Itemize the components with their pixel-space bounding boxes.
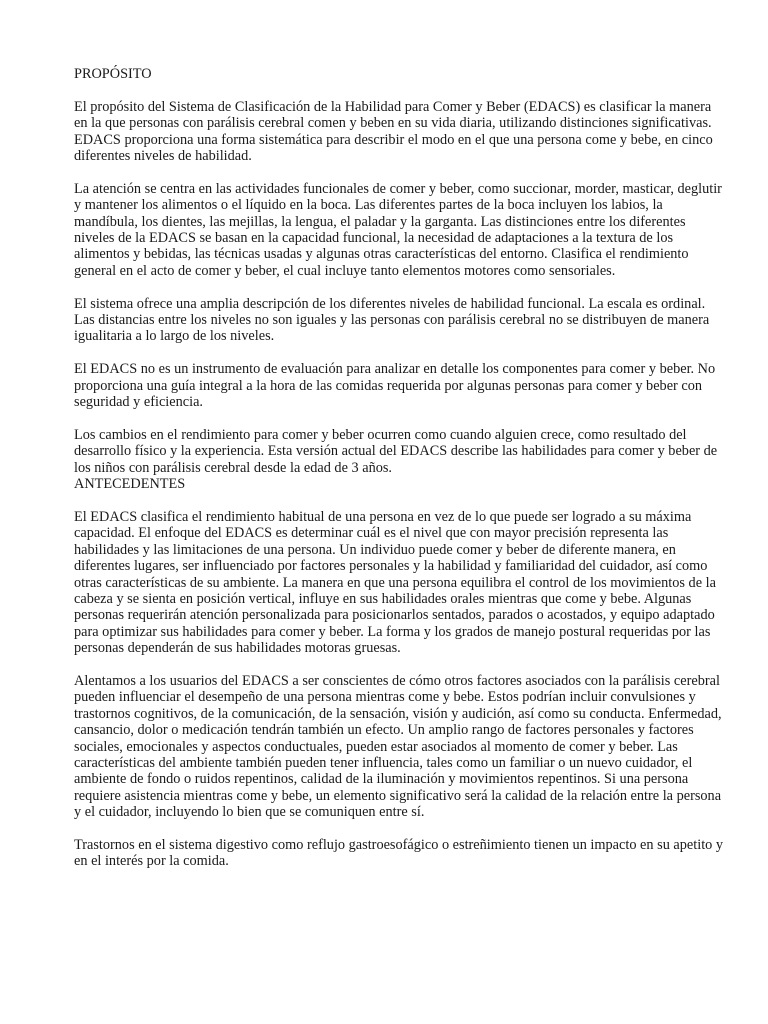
paragraph-proposito-5: Los cambios en el rendimiento para comer y beber ocurren como cuando alguien crece, como resultado del desarrollo físico y la experiencia. Esta versión actual del EDACS describe las habilidades para comer y beber de los niños con parálisis cerebral desde la edad de 3 años. bbox=[74, 426, 718, 476]
paragraph-gap bbox=[74, 345, 724, 361]
paragraph-antecedentes-3: Trastornos en el sistema digestivo como reflujo gastroesofágico o estreñimiento tienen un impacto en su apetito y en el interés por la comida. bbox=[74, 836, 724, 870]
paragraph-proposito-1: El propósito del Sistema de Clasificación de la Habilidad para Comer y Beber (EDACS) es clasificar la manera en la que personas con parálisis cerebral comen y beben en su vida diaria, utilizando distinciones significativas. EDACS proporciona una forma sistemática para describir el modo en el que una persona come y bebe, en cinco diferentes niveles de habilidad. bbox=[74, 98, 713, 165]
paragraph-gap bbox=[74, 410, 724, 426]
paragraph-proposito-3: El sistema ofrece una amplia descripción de los diferentes niveles de habilidad funcional. La escala es ordinal. Las distancias entre los niveles no son iguales y las personas con parálisis cerebral no se distribuyen de manera igualitaria a lo largo de los niveles. bbox=[74, 295, 710, 345]
paragraph-gap bbox=[74, 657, 724, 673]
paragraph-gap bbox=[74, 82, 724, 98]
paragraph-antecedentes-1: El EDACS clasifica el rendimiento habitual de una persona en vez de lo que puede ser logrado a su máxima capacidad. El enfoque del EDACS es determinar cuál es el nivel que con mayor precisión representa las habilidades y las limitaciones de una persona. Un individuo puede comer y beber de diferente manera, en diferentes lugares, ser influenciado por factores personales y la habilidad y familiaridad del cuidador, así como otras características de su ambiente. La manera en que una persona equilibra el control de los movimientos de la cabeza y se sienta en posición vertical, influye en sus habilidades orales mientras que come y bebe. Algunas personas requerirán atención personalizada para posicionarlos sentados, parados o acostados, y equipo adaptado para optimizar sus habilidades para comer y beber. La forma y los grados de manejo postural requeridas por las personas dependerán de sus habilidades motoras gruesas. bbox=[74, 508, 716, 657]
section-heading-proposito: PROPÓSITO bbox=[74, 66, 152, 82]
paragraph-gap bbox=[74, 492, 724, 508]
paragraph-gap bbox=[74, 279, 724, 295]
paragraph-proposito-2: La atención se centra en las actividades funcionales de comer y beber, como succionar, morder, masticar, deglutir y mantener los alimentos o el líquido en la boca. Las diferentes partes de la boca incluyen los labios, la mandíbula, los dientes, las mejillas, la lengua, el paladar y la garganta. Las distinciones entre los diferentes niveles de la EDACS se basan en la capacidad funcional, la necesidad de adaptaciones a la textura de los alimentos y bebidas, las técnicas usadas y algunas otras características del entorno. Clasifica el rendimiento general en el acto de comer y beber, el cual incluye tanto elementos motores como sensoriales. bbox=[74, 180, 722, 279]
section-heading-antecedentes: ANTECEDENTES bbox=[74, 476, 186, 493]
paragraph-antecedentes-2: Alentamos a los usuarios del EDACS a ser conscientes de cómo otros factores asociados con la parálisis cerebral pueden influenciar el desempeño de una persona mientras come y bebe. Estos podrían incluir convulsiones y trastornos cognitivos, de la comunicación, de la sensación, visión y audición, así como su conducta. Enfermedad, cansancio, dolor o medicación tendrán también un efecto. Un amplio rango de factores personales y factores sociales, emocionales y aspectos conductuales, pueden estar asociados al momento de comer y beber. Las características del ambiente también pueden tener influencia, tales como un familiar o un nuevo cuidador, el ambiente de fondo o ruidos repentinos, calidad de la iluminación y movimientos repentinos. Si una persona requiere asistencia mientras come y bebe, un elemento significativo será la calidad de la relación entre la persona y el cuidador, incluyendo lo bien que se comuniquen entre sí. bbox=[74, 672, 722, 821]
paragraph-proposito-4: El EDACS no es un instrumento de evaluación para analizar en detalle los componentes para comer y beber. No proporciona una guía integral a la hora de las comidas requerida por algunas personas para comer y beber con seguridad y eficiencia. bbox=[74, 361, 716, 411]
paragraph-gap bbox=[74, 821, 724, 837]
paragraph-gap bbox=[74, 164, 724, 180]
document-body bbox=[74, 66, 724, 870]
